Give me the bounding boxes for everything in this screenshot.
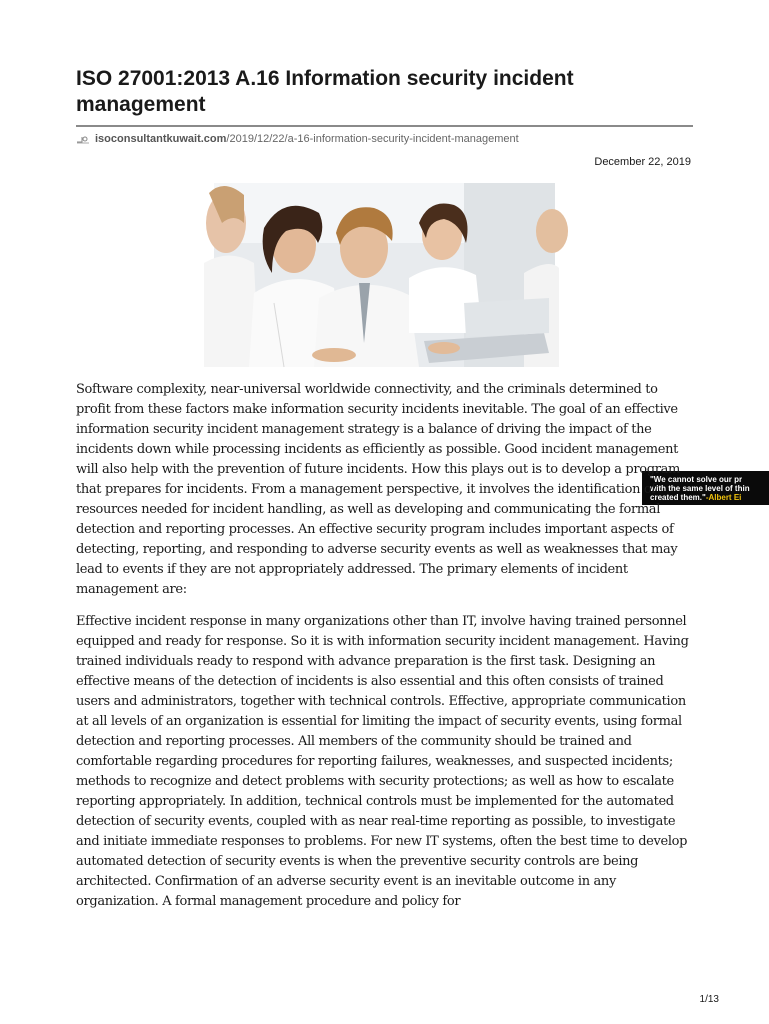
article-photo [214, 183, 750, 502]
source-path[interactable]: /2019/12/22/a-16-information-security-incident-management [226, 133, 519, 145]
quote-line-3-text: created them." [650, 493, 706, 502]
article-body [76, 380, 693, 924]
quote-author: -Albert Ei [705, 493, 742, 502]
link-icon [76, 134, 90, 144]
office-team-illustration [214, 183, 555, 367]
quote-line-1: "We cannot solve our pr [650, 475, 743, 484]
page-title: ISO 27001:2013 A.16 Information security incident management [76, 67, 574, 116]
source-url[interactable] [76, 132, 519, 146]
page-number: 1/13 [699, 994, 719, 1005]
publish-date: December 22, 2019 [594, 156, 691, 168]
paragraph-1: Software complexity, near-universal worldwide connectivity, and the criminals determined to profit from these factors make information security incidents inevitable. The goal of an effective information security incident management strategy is a balance of driving the impact of the incidents down while processing incidents as efficiently as possible. Good incident management will also help with the prevention of future incidents. How this plays out is to develop a program that prepares for incidents. From a management perspective, it involves the identification of resources needed for incident handling, as well as developing and communicating the formal detection and reporting processes. An effective security program includes important aspects of detecting, reporting, and responding to adverse security events as well as weaknesses that may lead to events if they are not appropriately addressed. The primary elements of incident management are: [76, 382, 680, 597]
title-divider [76, 125, 693, 127]
source-domain[interactable]: isoconsultantkuwait.com [95, 133, 227, 145]
paragraph-2: Effective incident response in many organizations other than IT, involve having trained personnel equipped and ready for response. So it is with information security incident management. Having trained individuals ready to respond with advance preparation is the first task. Designing an effective means of the detection of incidents is also essential and this often consists of trained users and administrators, together with technical controls. Effective, appropriate communication at all levels of an organization is essential for limiting the impact of security events, using formal detection and reporting processes. All members of the community should be trained and comfortable regarding procedures for reporting failures, weaknesses, and suspected incidents; methods to recognize and detect problems with security protections; as well as how to escalate reporting appropriately. In addition, technical controls must be implemented for the automated detection of security events, coupled with as near real-time reporting as possible, to investigate and initiate immediate responses to problems. For new IT systems, often the best time to develop automated detection of security events is when the preventive security controls are being architected. Confirmation of an adverse security event is an inevitable outcome in any organization. A formal management procedure and policy for [76, 614, 689, 909]
quote-line-2: with the same level of thin [650, 484, 750, 493]
